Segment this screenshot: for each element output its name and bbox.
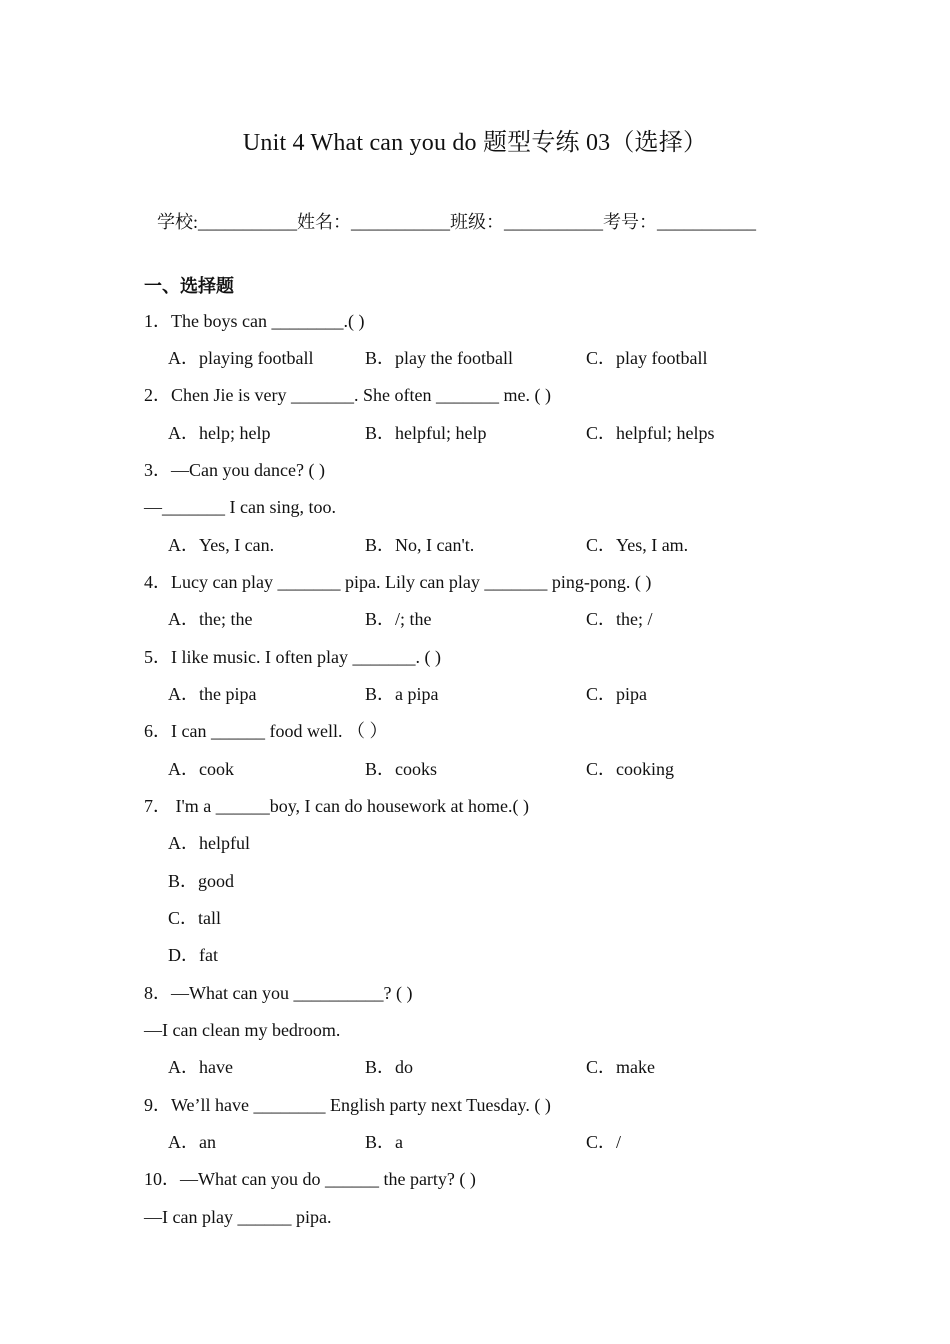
question-9-option-b: B．a <box>365 1132 403 1152</box>
question-2-option-c: C．helpful; helps <box>586 423 715 443</box>
question-3-option-a: A．Yes, I can. <box>168 535 275 555</box>
question-1-option-a: A．playing football <box>168 348 314 368</box>
question-10: 10．—What can you do ______ the party? ( ) <box>144 1169 476 1189</box>
question-1-option-c: C．play football <box>586 348 708 368</box>
question-1-option-b: B．play the football <box>365 348 513 368</box>
question-3-reply: —_______ I can sing, too. <box>144 497 336 517</box>
question-4: 4．Lucy can play _______ pipa. Lily can play _______ ping-pong. ( ) <box>144 572 652 592</box>
question-8-option-a: A．have <box>168 1057 233 1077</box>
question-9: 9．We’ll have ________ English party next Tuesday. ( ) <box>144 1095 551 1115</box>
question-2-option-a: A．help; help <box>168 423 271 443</box>
question-6: 6．I can ______ food well. （ ） <box>144 721 388 741</box>
question-7-option-d: D．fat <box>168 945 218 965</box>
question-3: 3．—Can you dance? ( ) <box>144 460 325 480</box>
question-4-option-c: C．the; / <box>586 609 653 629</box>
question-4-option-a: A．the; the <box>168 609 253 629</box>
question-7-option-c: C．tall <box>168 908 221 928</box>
student-info-line: 学校:___________姓名：___________班级：___________考号：___________ <box>157 212 756 232</box>
question-7: 7． I'm a ______boy, I can do housework at home.( ) <box>144 796 529 816</box>
question-8-option-c: C．make <box>586 1057 655 1077</box>
question-6-option-c: C．cooking <box>586 759 674 779</box>
question-8: 8．—What can you __________? ( ) <box>144 983 413 1003</box>
question-7-option-b: B．good <box>168 871 235 891</box>
question-1: 1．The boys can ________.( ) <box>144 311 365 331</box>
question-6-option-a: A．cook <box>168 759 234 779</box>
question-8-option-b: B．do <box>365 1057 414 1077</box>
section-heading: 一、选择题 <box>144 276 234 297</box>
question-6-option-b: B．cooks <box>365 759 437 779</box>
question-8-reply: —I can clean my bedroom. <box>144 1020 341 1040</box>
question-5: 5．I like music. I often play _______. ( ) <box>144 647 441 667</box>
question-5-option-c: C．pipa <box>586 684 647 704</box>
question-10-reply: —I can play ______ pipa. <box>144 1207 332 1227</box>
question-3-option-c: C．Yes, I am. <box>586 535 689 555</box>
question-3-option-b: B．No, I can't. <box>365 535 475 555</box>
question-9-option-c: C．/ <box>586 1132 622 1152</box>
question-5-option-a: A．the pipa <box>168 684 257 704</box>
question-2-option-b: B．helpful; help <box>365 423 487 443</box>
question-5-option-b: B．a pipa <box>365 684 439 704</box>
question-7-option-a: A．helpful <box>168 833 250 853</box>
question-2: 2．Chen Jie is very _______. She often _______ me. ( ) <box>144 385 551 405</box>
question-9-option-a: A．an <box>168 1132 216 1152</box>
page-title: Unit 4 What can you do 题型专练 03（选择） <box>242 130 708 156</box>
question-4-option-b: B．/; the <box>365 609 432 629</box>
